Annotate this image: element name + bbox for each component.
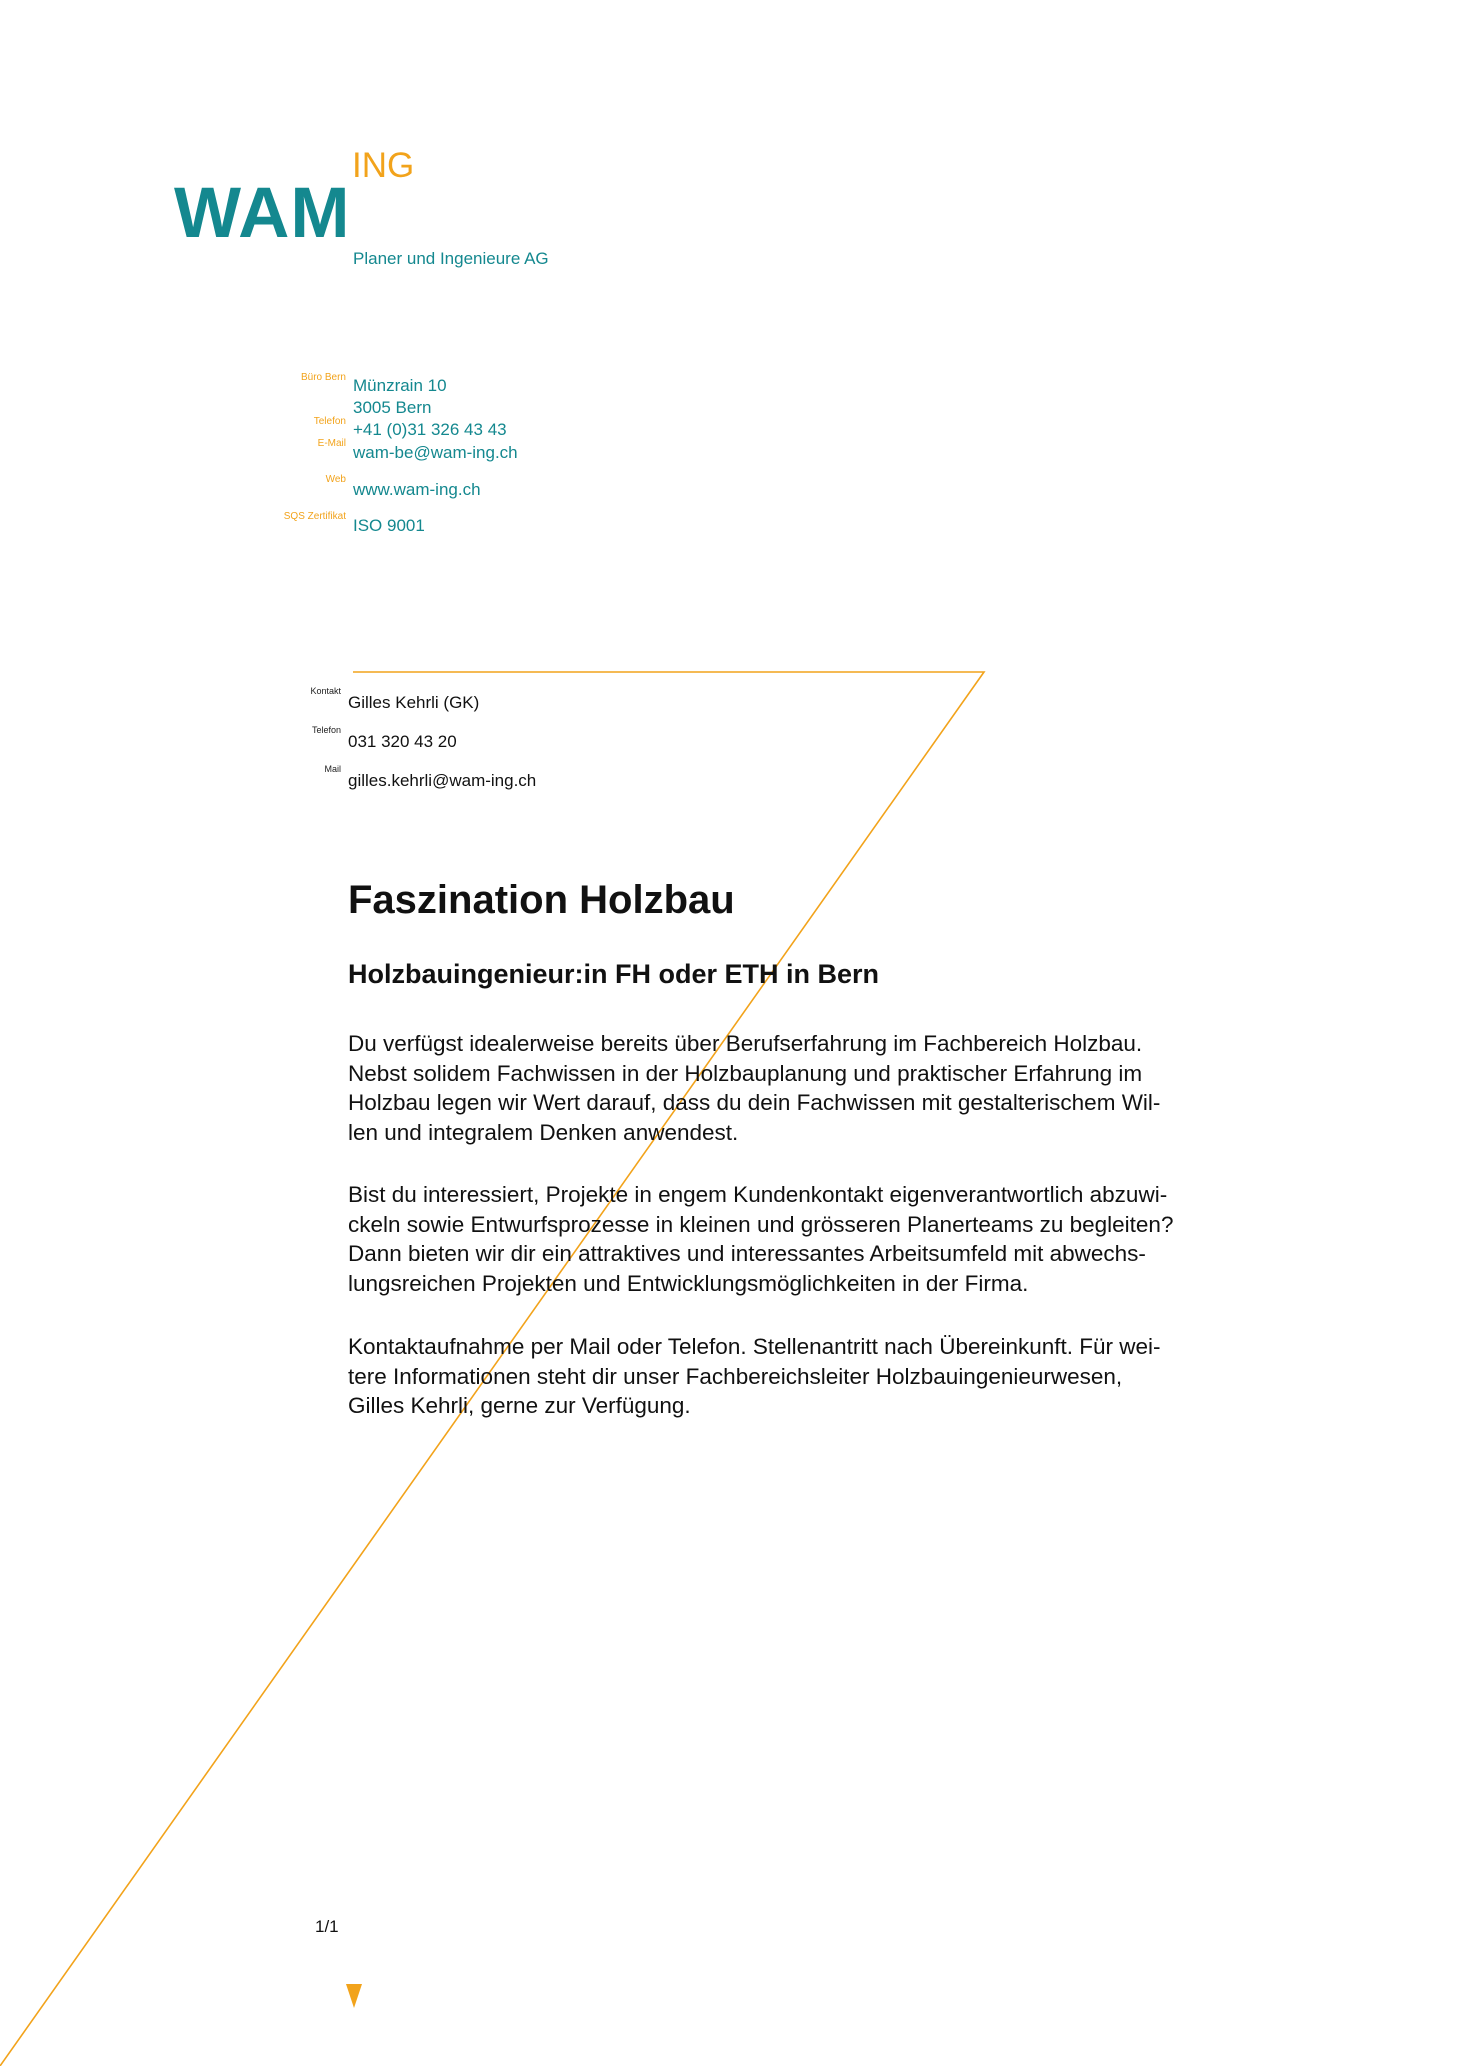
contact-label-person: Kontakt <box>310 686 341 696</box>
office-label-bureau: Büro Bern <box>300 372 346 383</box>
triangle-marker-icon <box>345 1983 363 2009</box>
office-website[interactable]: www.wam-ing.ch <box>353 480 481 499</box>
office-label-web: Web <box>325 474 346 485</box>
paragraph-line: len und integralem Denken anwendest. <box>348 1119 739 1145</box>
office-certificate: ISO 9001 <box>353 516 425 535</box>
contact-phone: 031 320 43 20 <box>348 732 457 751</box>
paragraph-line: Dann bieten wir dir ein attraktives und interessantes Arbeitsumfeld mit abwechs- <box>348 1241 1146 1266</box>
contact-label-phone: Telefon <box>311 725 341 735</box>
office-phone: +41 (0)31 326 43 43 <box>353 420 507 439</box>
office-email[interactable]: wam-be@wam-ing.ch <box>353 443 518 462</box>
paragraph-line: Nebst solidem Fachwissen in der Holzbauplanung und praktischer Erfahrung im <box>348 1060 1143 1086</box>
office-label-email: E-Mail <box>317 438 346 449</box>
company-tagline: Planer und Ingenieure AG <box>353 249 549 268</box>
job-title: Holzbauingenieur:in FH oder ETH in Bern <box>348 959 880 989</box>
paragraph-line: Du verfügst idealerweise bereits über Berufserfahrung im Fachbereich Holzbau. <box>348 1031 1143 1056</box>
page-number: 1/1 <box>315 1917 339 1936</box>
paragraph-line: Gilles Kehrli, gerne zur Verfügung. <box>348 1393 691 1418</box>
contact-label-mail: Mail <box>324 764 341 774</box>
office-label-phone: Telefon <box>313 416 346 427</box>
contact-person: Gilles Kehrli (GK) <box>348 693 480 712</box>
office-city: 3005 Bern <box>353 398 432 417</box>
paragraph-line: Holzbau legen wir Wert darauf, dass du dein Fachwissen mit gestalterischem Wil- <box>348 1090 1161 1115</box>
paragraph-line: Kontaktaufnahme per Mail oder Telefon. Stellenantritt nach Übereinkunft. Für wei- <box>348 1334 1161 1359</box>
paragraph-offer <box>348 1180 1308 1298</box>
logo-wordmark: WAM <box>174 174 351 253</box>
paragraph-contact <box>348 1332 1308 1421</box>
office-street: Münzrain 10 <box>353 376 447 395</box>
paragraph-line: lungsreichen Projekten und Entwicklungsmöglichkeiten in der Firma. <box>348 1270 1029 1296</box>
paragraph-line: ckeln sowie Entwurfsprozesse in kleinen und grösseren Planerteams zu begleiten? <box>348 1211 1174 1237</box>
paragraph-line: Bist du interessiert, Projekte in engem Kundenkontakt eigenverantwortlich abzuwi- <box>348 1182 1168 1207</box>
logo-suffix: ING <box>352 146 415 185</box>
contact-email[interactable]: gilles.kehrli@wam-ing.ch <box>348 771 537 790</box>
paragraph-line: tere Informationen steht dir unser Fachbereichsleiter Holzbauingenieurwesen, <box>348 1363 1123 1389</box>
office-label-certificate: SQS Zertifikat <box>283 511 346 522</box>
page-title: Faszination Holzbau <box>348 878 735 922</box>
paragraph-experience <box>348 1029 1308 1147</box>
